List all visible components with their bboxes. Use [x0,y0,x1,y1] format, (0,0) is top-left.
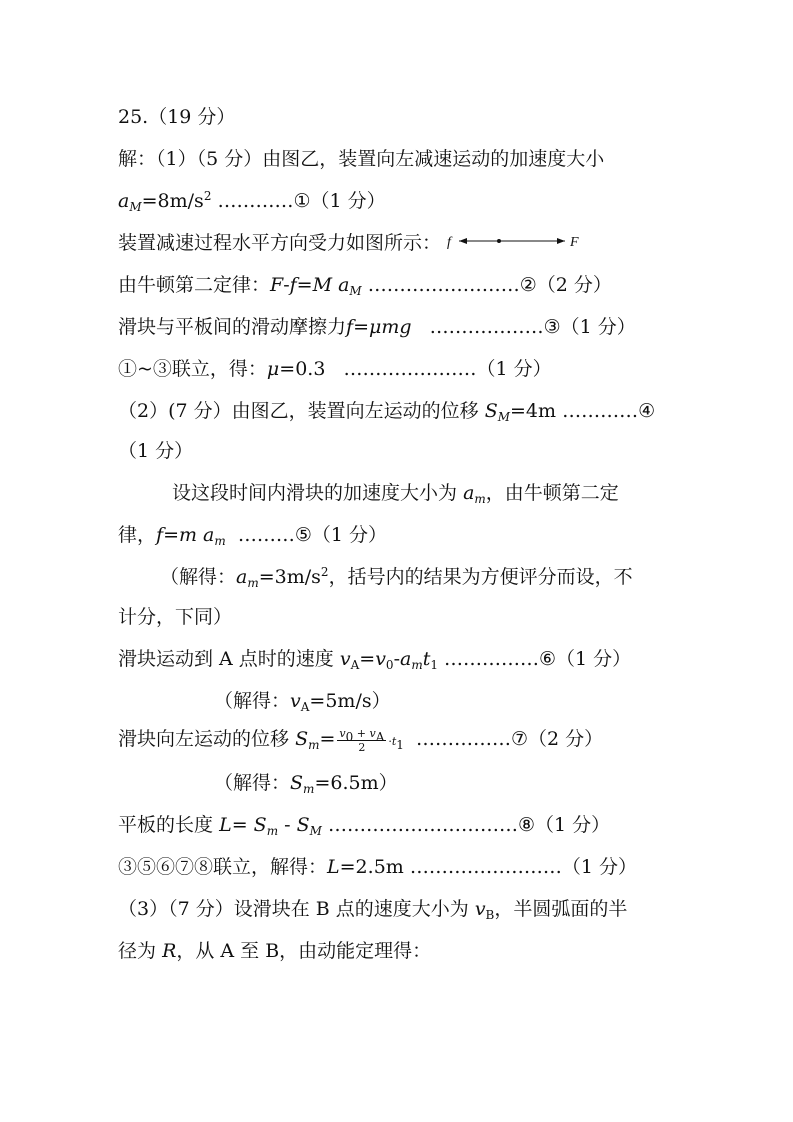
text: 解：（1）（5 分）由图乙，装置向左减速运动的加速度大小 [118,148,605,170]
fraction: $\frac{v_0 + v_A}{2}$ [339,726,385,754]
equation-8: 平板的长度 $L= S_m - S_M$ …………………………⑧（1 分） [118,814,611,838]
text: 设这段时间内滑块的加速度大小为 [172,482,458,504]
text: …………①（1 分） [211,190,386,212]
text: …………………………⑧（1 分） [321,814,611,836]
equation-5: 律，f=m $a_m$ ………⑤（1 分） [118,524,388,548]
note-line [118,604,232,630]
text: ……………………②（2 分） [361,274,612,296]
solution-line-1 [118,146,604,172]
result-L: ③⑤⑥⑦⑧联立，解得：L=2.5m ……………………（1 分） [118,856,637,878]
text: ，半圆弧面的半 [494,898,628,920]
force-diagram-line [118,230,587,258]
equation-1: $a_M=8m/s^2$ …………①（1 分） [118,189,386,214]
text: =4m [510,400,557,422]
equation-7: 滑块向左运动的位移 $S_m=$ $\frac{v_0 + v_A}{2}$ $\cdot t_1$ ……………⑦（2 分） [118,726,604,754]
score-note [118,438,193,464]
text: 律， [118,524,157,546]
text: ……………⑦（2 分） [409,728,604,750]
text: （解得： [160,566,237,588]
result-mu: ①~③联立，得：μ=0.3 …………………（1 分） [118,358,552,380]
acceleration-assumption: 设这段时间内滑块的加速度大小为 $a_m$，由牛顿第二定 [172,482,619,506]
text: =6.5m） [314,772,398,794]
text: 平板的长度 [118,814,214,836]
solution-va: （解得：$v_A=5m/s$） [214,690,391,714]
text: 由牛顿第二定律： [118,274,271,296]
text: =3m/s [258,566,321,588]
equation-2: 由牛顿第二定律：F-f=M $a_M$ ……………………②（2 分） [118,274,612,298]
text: ………………③（1 分） [423,316,636,338]
text: 滑块与平板间的滑动摩擦力 [118,316,347,338]
text: （解得： [214,772,291,794]
friction-label: f [447,234,451,250]
text: （3）（7 分）设滑块在 B 点的速度大小为 [118,898,469,920]
equation-3: 滑块与平板间的滑动摩擦力f=μmg ………………③（1 分） [118,316,636,338]
heading-text: 25.（19 分） [118,106,236,128]
text: 装置减速过程水平方向受力如图所示： [118,232,442,254]
text: ①~③联立，得： [118,358,267,380]
text: =2.5m [339,856,404,878]
text: ，从 A 至 B，由动能定理得： [176,940,432,962]
part-2-line: （2）(7 分）由图乙，装置向左运动的位移 $S_M=4m$ …………④ [118,400,656,424]
text: （2）(7 分）由图乙，装置向左运动的位移 [118,400,479,422]
text: ，由牛顿第二定 [485,482,619,504]
text: ……………………（1 分） [403,856,637,878]
text: …………④ [556,400,656,422]
text: …………………（1 分） [337,358,552,380]
text: ，括号内的结果为方便评分而设，不 [328,566,633,588]
text: 径为 [118,940,157,962]
text: （解得： [214,690,291,712]
text: 滑块运动到 A 点时的速度 [118,648,334,670]
text: ③⑤⑥⑦⑧联立，解得： [118,856,328,878]
force-diagram [447,231,587,258]
text: ………⑤（1 分） [231,524,388,546]
part-3-line-2: 径为 R，从 A 至 B，由动能定理得： [118,940,432,962]
problem-heading [118,104,235,130]
text: （1 分） [118,440,194,462]
solution-am: （解得：$a_m=3m/s^2$，括号内的结果为方便评分而设，不 [160,565,633,590]
text: 计分，下同） [118,606,233,628]
part-3-line: （3）（7 分）设滑块在 B 点的速度大小为 $v_B$，半圆弧面的半 [118,898,628,922]
solution-sm: （解得：$S_m=6.5m$） [214,772,398,796]
force-label: F [570,234,579,250]
text: 滑块向左运动的位移 [118,728,290,750]
text: =8m/s [141,190,204,212]
text: =0.3 [279,358,326,380]
text: =5m/s） [309,690,391,712]
text: ……………⑥（1 分） [437,648,632,670]
equation-6: 滑块运动到 A 点时的速度 $v_A=v_0-a_mt_1$ ……………⑥（1 分） [118,648,632,672]
